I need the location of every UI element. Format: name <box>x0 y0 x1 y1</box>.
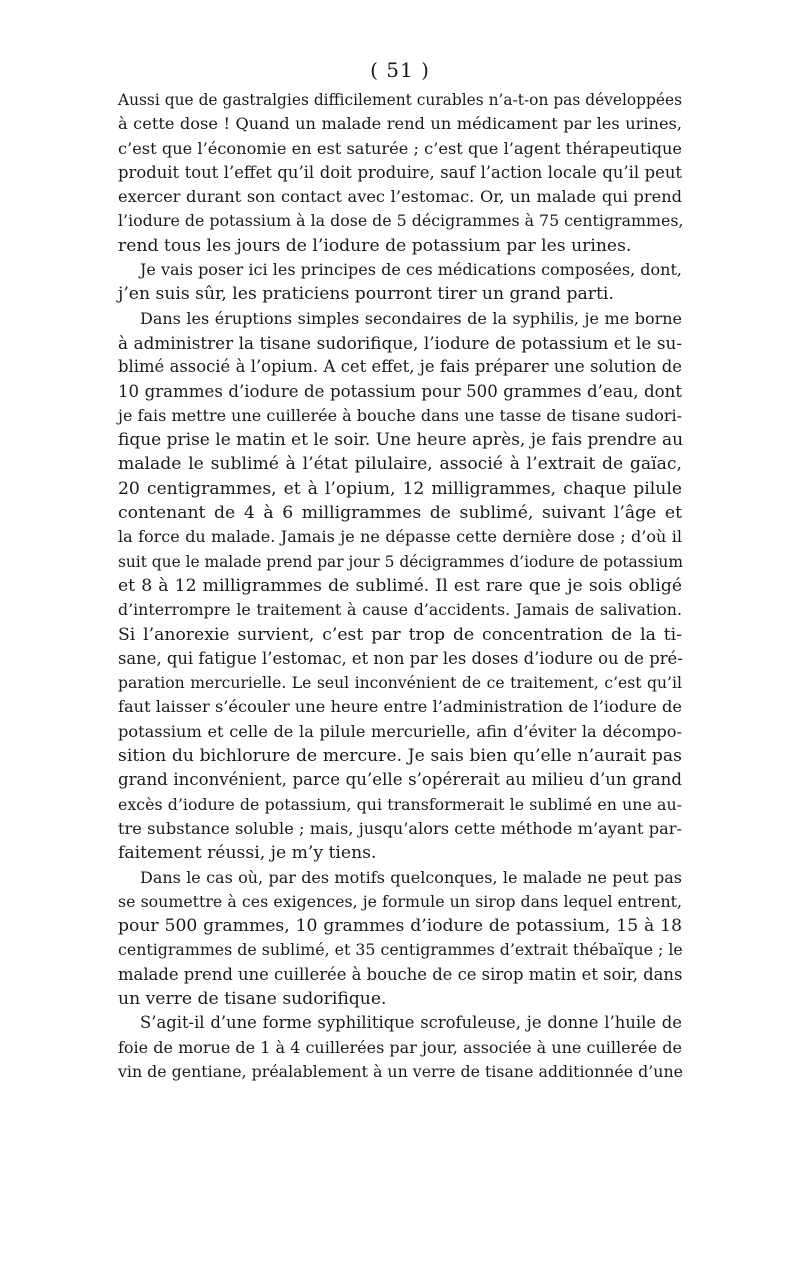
text-line: j’en suis sûr, les praticiens pourront tirer un grand parti. <box>118 284 614 305</box>
text-line: grand inconvénient, parce qu’elle s’opérerait au milieu d’un grand <box>118 770 682 790</box>
text-line: se soumettre à ces exigences, je formule un sirop dans lequel entrent, <box>118 891 682 911</box>
text-line: faut laisser s’écouler une heure entre l’administration de l’iodure de <box>118 697 682 717</box>
text-line: la force du malade. Jamais je ne dépasse cette dernière dose ; d’où il <box>118 527 682 547</box>
text-line: faitement réussi, je m’y tiens. <box>118 843 377 864</box>
text-line: d’interrompre le traitement à cause d’accidents. Jamais de salivation. <box>118 600 682 620</box>
text-line: S’agit-il d’une forme syphilitique scrofuleuse, je donne l’huile de <box>140 1013 682 1033</box>
text-line: malade prend une cuillerée à bouche de ce sirop matin et soir, dans <box>118 964 683 984</box>
page-number: ( 51 ) <box>370 58 430 82</box>
text-line: tre substance soluble ; mais, jusqu’alors cette méthode m’ayant par- <box>118 818 682 838</box>
text-line: suit que le malade prend par jour 5 décigrammes d’iodure de potassium <box>118 552 683 571</box>
text-line: malade le sublimé à l’état pilulaire, associé à l’extrait de gaïac, <box>118 454 682 475</box>
text-line: à cette dose ! Quand un malade rend un médicament par les urines, <box>118 114 682 134</box>
text-line: à administrer la tisane sudorifique, l’iodure de potassium et le su- <box>118 332 682 353</box>
text-line: 10 grammes d’iodure de potassium pour 500 grammes d’eau, dont <box>118 381 682 401</box>
text-line: foie de morue de 1 à 4 cuillerées par jour, associée à une cuillerée de <box>118 1037 682 1057</box>
text-line: produit tout l’effet qu’il doit produire, sauf l’action locale qu’il peut <box>118 162 682 182</box>
text-line: sition du bichlorure de mercure. Je sais bien qu’elle n’aurait pas <box>118 746 682 767</box>
text-line: potassium et celle de la pilule mercurielle, afin d’éviter la décompo- <box>118 721 682 741</box>
text-line: contenant de 4 à 6 milligrammes de sublimé, suivant l’âge et <box>118 503 682 524</box>
text-line: l’iodure de potassium à la dose de 5 décigrammes à 75 centigrammes, <box>118 211 684 231</box>
text-line: exercer durant son contact avec l’estomac. Or, un malade qui prend <box>118 187 682 207</box>
text-line: rend tous les jours de l’iodure de potassium par les urines. <box>118 235 632 256</box>
text-line: paration mercurielle. Le seul inconvénient de ce traitement, c’est qu’il <box>118 674 682 693</box>
text-line: blimé associé à l’opium. A cet effet, je fais préparer une solution de <box>118 357 682 377</box>
text-line: et 8 à 12 milligrammes de sublimé. Il est rare que je sois obligé <box>118 575 682 596</box>
text-line: Aussi que de gastralgies difficilement curables n’a-t-on pas développées <box>118 91 682 109</box>
text-line: Dans les éruptions simples secondaires de la syphilis, je me borne <box>140 308 682 328</box>
text-line: pour 500 grammes, 10 grammes d’iodure de potassium, 15 à 18 <box>118 916 682 937</box>
text-line: excès d’iodure de potassium, qui transformerait le sublimé en une au- <box>118 794 682 814</box>
text-line: un verre de tisane sudorifique. <box>118 988 387 1009</box>
text-line: Je vais poser ici les principes de ces médications composées, dont, <box>140 260 682 280</box>
text-line: Si l’anorexie survient, c’est par trop de concentration de la ti- <box>118 624 682 645</box>
text-line: je fais mettre une cuillerée à bouche dans une tasse de tisane sudori- <box>118 405 682 425</box>
text-line: 20 centigrammes, et à l’opium, 12 milligrammes, chaque pilule <box>118 478 682 499</box>
text-line: fique prise le matin et le soir. Une heure après, je fais prendre au <box>118 430 684 451</box>
text-line: sane, qui fatigue l’estomac, et non par les doses d’iodure ou de pré- <box>118 648 683 668</box>
text-line: vin de gentiane, préalablement à un verre de tisane additionnée d’une <box>118 1061 683 1081</box>
body-text <box>118 88 682 1084</box>
text-line: Dans le cas où, par des motifs quelconques, le malade ne peut pas <box>140 867 682 887</box>
text-line: c’est que l’économie en est saturée ; c’est que l’agent thérapeutique <box>118 138 682 158</box>
text-line: centigrammes de sublimé, et 35 centigrammes d’extrait thébaïque ; le <box>118 940 683 960</box>
